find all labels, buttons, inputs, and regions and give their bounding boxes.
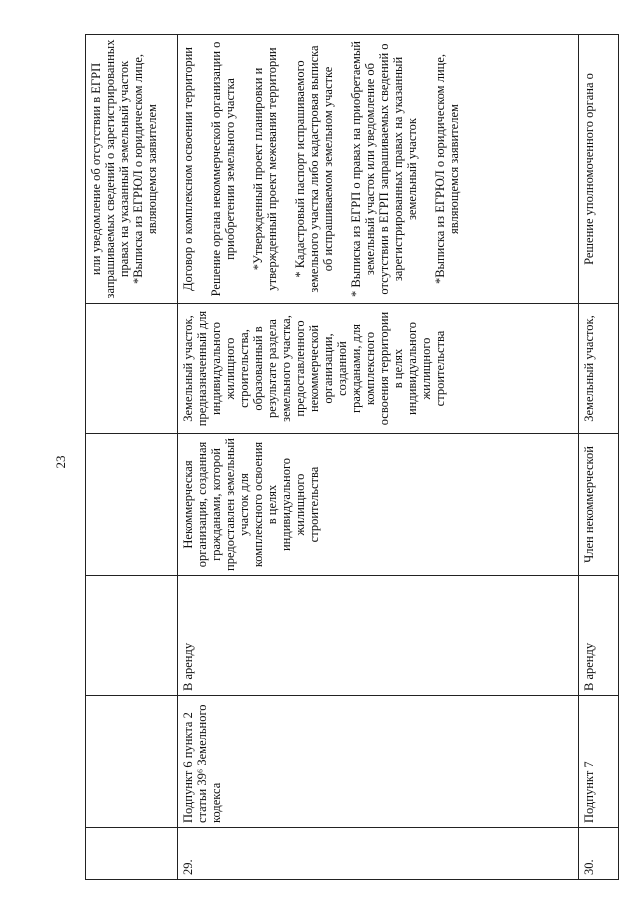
cell-documents <box>86 35 178 304</box>
doc-item: Решение органа некоммерческой организации о приобретении земельного участка <box>209 41 237 297</box>
doc-item: *Выписка из ЕГРЮЛ о юридическом лице, являющемся заявителем <box>433 53 461 285</box>
cell-type: В аренду <box>579 576 619 696</box>
cell-empty <box>86 828 178 880</box>
document-table <box>85 34 619 880</box>
table-row <box>86 35 178 880</box>
table-row <box>579 35 619 880</box>
cell-plot: Земельный участок, предназначенный для индивидуального жилищного строительства, образованный в результате раздела земельного участка, предоставленного некоммерческой организации, созданной гражданами, для комплексного освоения территории в целях индивидуального жилищного строительства <box>178 304 579 434</box>
cell-documents: Решение уполномоченного органа о <box>579 35 619 304</box>
cell-basis: Подпункт 7 <box>579 696 619 828</box>
cell-empty <box>86 304 178 434</box>
cell-plot: Земельный участок, <box>579 304 619 434</box>
cell-basis: Подпункт 6 пункта 2 статьи 39⁶ Земельного кодекса <box>178 696 579 828</box>
cell-empty <box>86 434 178 576</box>
doc-item: Договор о комплексном освоении территории <box>181 47 195 291</box>
cell-number: 30. <box>579 828 619 880</box>
page-number: 23 <box>53 455 68 469</box>
cell-empty <box>86 696 178 828</box>
cell-applicant: Член некоммерческой <box>579 434 619 576</box>
doc-item: *Утвержденный проект планировки и утвержденный проект межевания территории <box>251 47 279 291</box>
cell-number: 29. <box>178 828 579 880</box>
doc-item: * Выписка из ЕГРП о правах на приобретаемый земельный участок или уведомление об отсутствии в ЕГРП запрашиваемых сведений о зарегистрированных правах на указанный земельный участок <box>349 41 419 297</box>
cell-documents <box>178 35 579 304</box>
doc-item: *Выписка из ЕГРЮЛ о юридическом лице, являющемся заявителем <box>131 53 159 285</box>
cell-applicant: Некоммерческая организация, созданная гражданами, которой предоставлен земельный участок для комплексного освоения в целях индивидуального жилищного строительства <box>178 434 579 576</box>
document-table-rotated <box>85 35 607 880</box>
table-row <box>178 35 579 880</box>
doc-item: или уведомление об отсутствии в ЕГРП запрашиваемых сведений о зарегистрированных правах на указанный земельный участок <box>89 39 131 299</box>
doc-item: * Кадастровый паспорт испрашиваемого земельного участка либо кадастровая выписка об испрашиваемом земельном участке <box>293 45 335 293</box>
cell-empty <box>86 576 178 696</box>
cell-type: В аренду <box>178 576 579 696</box>
